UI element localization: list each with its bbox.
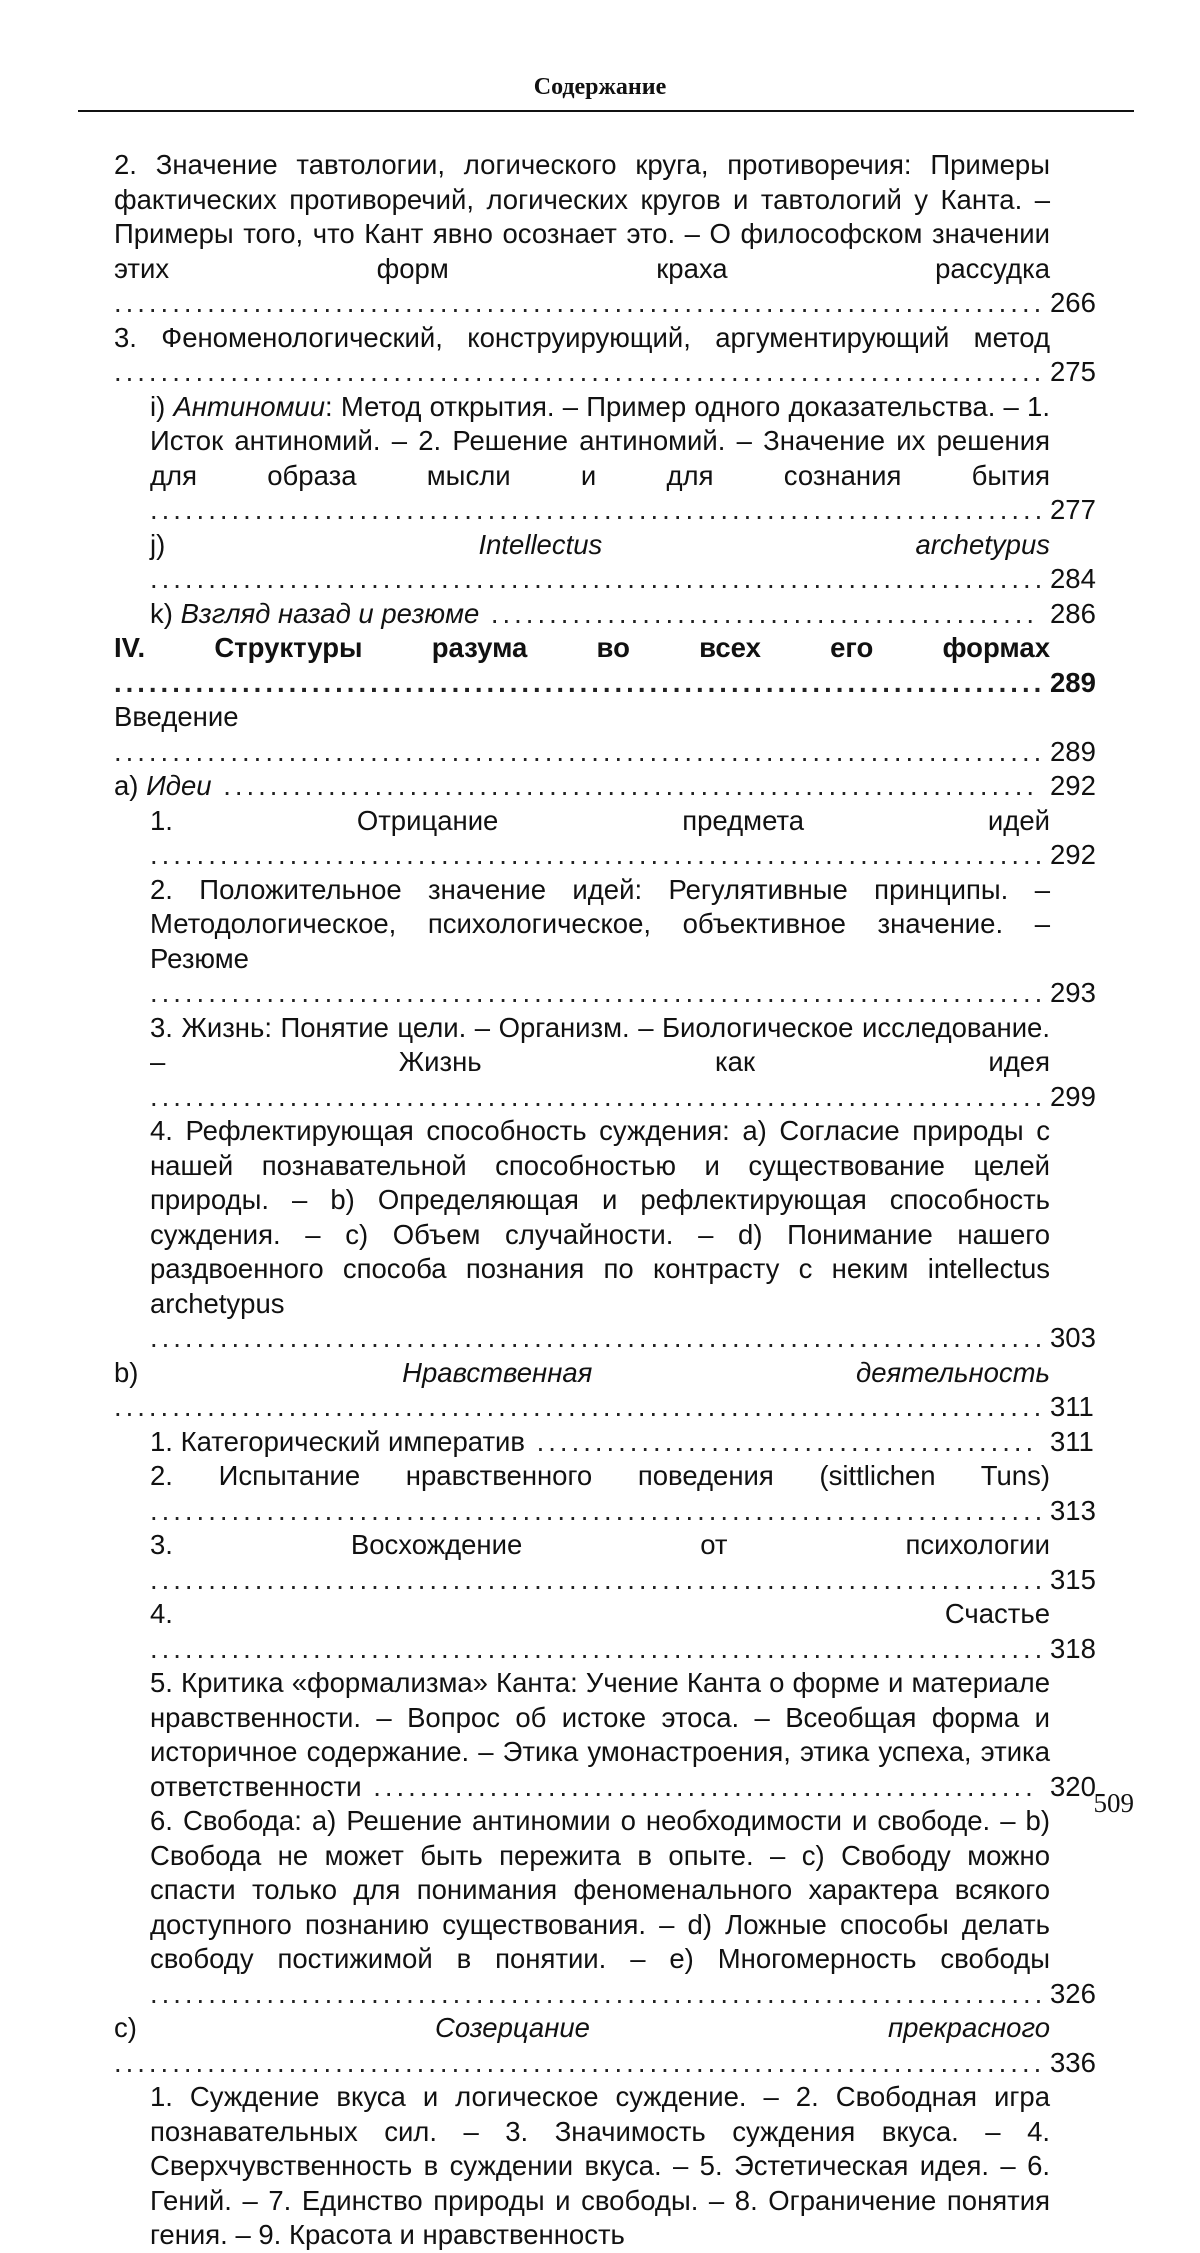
toc-entry bbox=[150, 1114, 1096, 1356]
toc-entry-text: 6. Свобода: a) Решение антиномии о необходимости и свободе. – b) Свобода не может быть пережита в опыте. – c) Свободу можно спасти только для понимания феноменального характера всякого доступного познанию существования. – d) Ложные способы делать свободу постижимой в понятии. – e) Многомерность свободы bbox=[150, 1805, 1050, 1974]
toc-entry-title bbox=[150, 805, 1050, 836]
toc-entry bbox=[150, 528, 1096, 597]
toc-entry-text: 1. Категорический императив bbox=[150, 1425, 526, 1457]
toc-entry-marker: i) bbox=[150, 390, 174, 422]
toc-entry-marker: j) bbox=[150, 528, 479, 560]
toc-entry-title bbox=[150, 529, 1050, 560]
toc-page-number: 284 bbox=[1050, 563, 1096, 594]
toc-entry-title bbox=[114, 149, 1050, 284]
dot-leader: ............................................................................. bbox=[150, 1322, 1047, 1353]
toc-entry-italic-title: Нравственная деятельность bbox=[402, 1356, 1050, 1388]
table-of-contents bbox=[0, 148, 1200, 2253]
toc-entry bbox=[150, 1459, 1096, 1528]
toc-entry-marker: a) bbox=[114, 770, 147, 801]
toc-entry-title bbox=[150, 1805, 1050, 1974]
toc-entry-text: 2. Положительное значение идей: Регулятивные принципы. – Методологическое, психологическое, объективное значение. – Резюме bbox=[150, 873, 1050, 974]
toc-entry-title bbox=[150, 1115, 1050, 1319]
toc-entry-title bbox=[150, 1598, 1050, 1629]
dot-leader: ............................................................................. bbox=[150, 1563, 1047, 1595]
toc-page-number: 299 bbox=[1050, 1080, 1096, 1112]
toc-entry bbox=[114, 321, 1096, 390]
dot-leader: ...................................................................... bbox=[211, 770, 1039, 801]
toc-page-number: 311 bbox=[1050, 1425, 1094, 1457]
toc-entry bbox=[114, 148, 1096, 321]
dot-leader: ............................................................................. bbox=[150, 977, 1047, 1008]
toc-entry bbox=[150, 390, 1096, 528]
dot-leader: ................................................................................ bbox=[114, 1391, 1046, 1422]
toc-entry-text: 5. Критика «формализма» Канта: Учение Канта о форме и материале нравственности. – Вопрос об истоке этоса. – Всеобщая форма и историчное содержание. – Этика умонастроения, этика успеха, этика ответственности bbox=[150, 1667, 1050, 1802]
page-number: 509 bbox=[1093, 1788, 1134, 1818]
toc-entry-italic-title: Идеи bbox=[146, 770, 212, 801]
toc-entry-title bbox=[150, 1529, 1050, 1560]
header-rule bbox=[78, 110, 1134, 112]
dot-leader: ............................................................................. bbox=[150, 839, 1047, 870]
toc-entry bbox=[150, 804, 1096, 873]
toc-entry-text: IV. Структуры разума во всех его формах bbox=[114, 632, 1050, 663]
toc-entry bbox=[150, 1666, 1096, 1804]
toc-page-number: 286 bbox=[1050, 597, 1096, 629]
toc-page-number: 292 bbox=[1050, 770, 1096, 801]
toc-entry-italic-title: Антиномии bbox=[173, 390, 326, 422]
toc-entry-text: 4. Рефлектирующая способность суждения: a) Согласие природы с нашей познавательной способностью и существование целей природы. – b) Определяющая и рефлектирующая способность суждения. – c) Объем случайности. – d) Понимание нашего раздвоенного способа познания по контрасту с неким intellectus archetypus bbox=[150, 1115, 1050, 1319]
dot-leader: ............................................................................. bbox=[150, 563, 1047, 594]
toc-entry-title bbox=[150, 391, 1050, 491]
toc-entry-title bbox=[114, 632, 1050, 663]
toc-entry bbox=[114, 700, 1096, 769]
toc-entry-text: 2. Испытание нравственного поведения (sittlichen Tuns) bbox=[150, 1460, 1050, 1491]
toc-entry bbox=[150, 1597, 1096, 1666]
toc-entry bbox=[114, 2011, 1096, 2080]
toc-page-number: 326 bbox=[1050, 1977, 1096, 2009]
toc-entry-italic-title: Intellectus archetypus bbox=[478, 528, 1050, 560]
dot-leader: ............................................................................. bbox=[150, 1632, 1047, 1664]
dot-leader: ................................................................................ bbox=[114, 666, 1046, 698]
toc-entry bbox=[150, 1425, 1094, 1460]
toc-entry-title bbox=[150, 1460, 1050, 1491]
toc-page-number: 289 bbox=[1050, 666, 1096, 698]
dot-leader: ................................................................................ bbox=[114, 735, 1046, 767]
toc-entry-title bbox=[150, 1012, 1050, 1078]
dot-leader: ............................................................................. bbox=[150, 494, 1047, 525]
toc-entry bbox=[150, 1528, 1096, 1597]
dot-leader: ............................................................................. bbox=[150, 1494, 1047, 1526]
toc-entry-text: 3. Жизнь: Понятие цели. – Организм. – Биологическое исследование. – Жизнь как идея bbox=[150, 1011, 1050, 1077]
toc-entry-title bbox=[114, 2012, 1050, 2043]
toc-entry-text: 1. Суждение вкуса и логическое суждение. – 2. Свободная игра познавательных сил. – 3. Значимость суждения вкуса. – 4. Сверхчувственность в суждении вкуса. – 5. Эстетическая идея. – 6. Гений. – 7. Единство природы и свободы. – 8. Ограничение понятия гения. – 9. Красота и нравственность bbox=[150, 2081, 1050, 2250]
toc-entry bbox=[150, 2080, 1050, 2253]
dot-leader: ............................................................................. bbox=[150, 1080, 1047, 1112]
toc-entry bbox=[150, 1804, 1096, 2011]
dot-leader: ............................................... bbox=[479, 597, 1038, 629]
toc-part-heading bbox=[114, 631, 1096, 700]
toc-entry-title bbox=[114, 770, 212, 801]
toc-entry-text: 1. Отрицание предмета идей bbox=[150, 804, 1050, 836]
toc-entry-title bbox=[150, 1426, 525, 1457]
toc-entry bbox=[150, 597, 1096, 632]
dot-leader: ................................................................................ bbox=[114, 2046, 1046, 2078]
toc-entry-text: 2. Значение тавтологии, логического круга, противоречия: Примеры фактических противоречий, логических кругов и тавтологий у Канта. – Примеры того, что Кант явно осознает это. – О философском значении этих форм краха рассудка bbox=[114, 149, 1050, 284]
toc-page-number: 318 bbox=[1050, 1632, 1096, 1664]
toc-entry-italic-title: Взгляд назад и резюме bbox=[180, 597, 480, 629]
toc-entry-text: Введение bbox=[114, 701, 239, 732]
toc-page-number: 303 bbox=[1050, 1322, 1096, 1353]
toc-entry-title bbox=[114, 701, 239, 732]
toc-page-number: 289 bbox=[1050, 735, 1096, 767]
toc-entry-title bbox=[150, 2081, 1050, 2250]
toc-entry-title bbox=[150, 874, 1050, 974]
toc-entry-text: : Метод открытия. – Пример одного доказательства. – 1. Исток антиномий. – 2. Решение антиномий. – Значение их решения для образа мысли и для сознания бытия bbox=[150, 390, 1050, 491]
toc-entry bbox=[150, 873, 1096, 1011]
toc-entry-text: 3. Восхождение от психологии bbox=[150, 1529, 1050, 1560]
toc-entry-text: 4. Счастье bbox=[150, 1598, 1050, 1629]
dot-leader: ........................................... bbox=[525, 1425, 1038, 1457]
toc-entry-italic-title: Созерцание прекрасного bbox=[434, 2012, 1050, 2043]
running-head: Содержание bbox=[533, 74, 667, 100]
toc-page-number: 311 bbox=[1050, 1391, 1094, 1422]
toc-entry-title bbox=[114, 1357, 1050, 1388]
toc-entry bbox=[150, 1011, 1096, 1115]
toc-entry-marker: b) bbox=[114, 1356, 403, 1388]
toc-entry-marker: c) bbox=[114, 2012, 435, 2043]
toc-entry-title bbox=[150, 598, 479, 629]
toc-page-number: 313 bbox=[1050, 1494, 1096, 1526]
toc-page-number: 277 bbox=[1050, 494, 1096, 525]
toc-page-number: 336 bbox=[1050, 2046, 1096, 2078]
dot-leader: ......................................................... bbox=[361, 1770, 1037, 1802]
toc-page-number: 292 bbox=[1050, 839, 1096, 870]
toc-page-number: 275 bbox=[1050, 356, 1096, 387]
toc-page-number: 293 bbox=[1050, 977, 1096, 1008]
dot-leader: ............................................................................. bbox=[150, 1977, 1047, 2009]
toc-entry bbox=[114, 1356, 1094, 1425]
dot-leader: ................................................................................ bbox=[114, 287, 1046, 318]
toc-page-number: 315 bbox=[1050, 1563, 1096, 1595]
toc-page-number: 320 bbox=[1050, 1770, 1096, 1802]
toc-page-number: 266 bbox=[1050, 287, 1096, 318]
dot-leader: ................................................................................ bbox=[114, 356, 1046, 387]
toc-entry-title bbox=[114, 322, 1050, 353]
toc-entry-text: 3. Феноменологический, конструирующий, аргументирующий метод bbox=[114, 321, 1050, 353]
toc-entry bbox=[114, 769, 1096, 804]
toc-entry-marker: k) bbox=[150, 597, 181, 629]
